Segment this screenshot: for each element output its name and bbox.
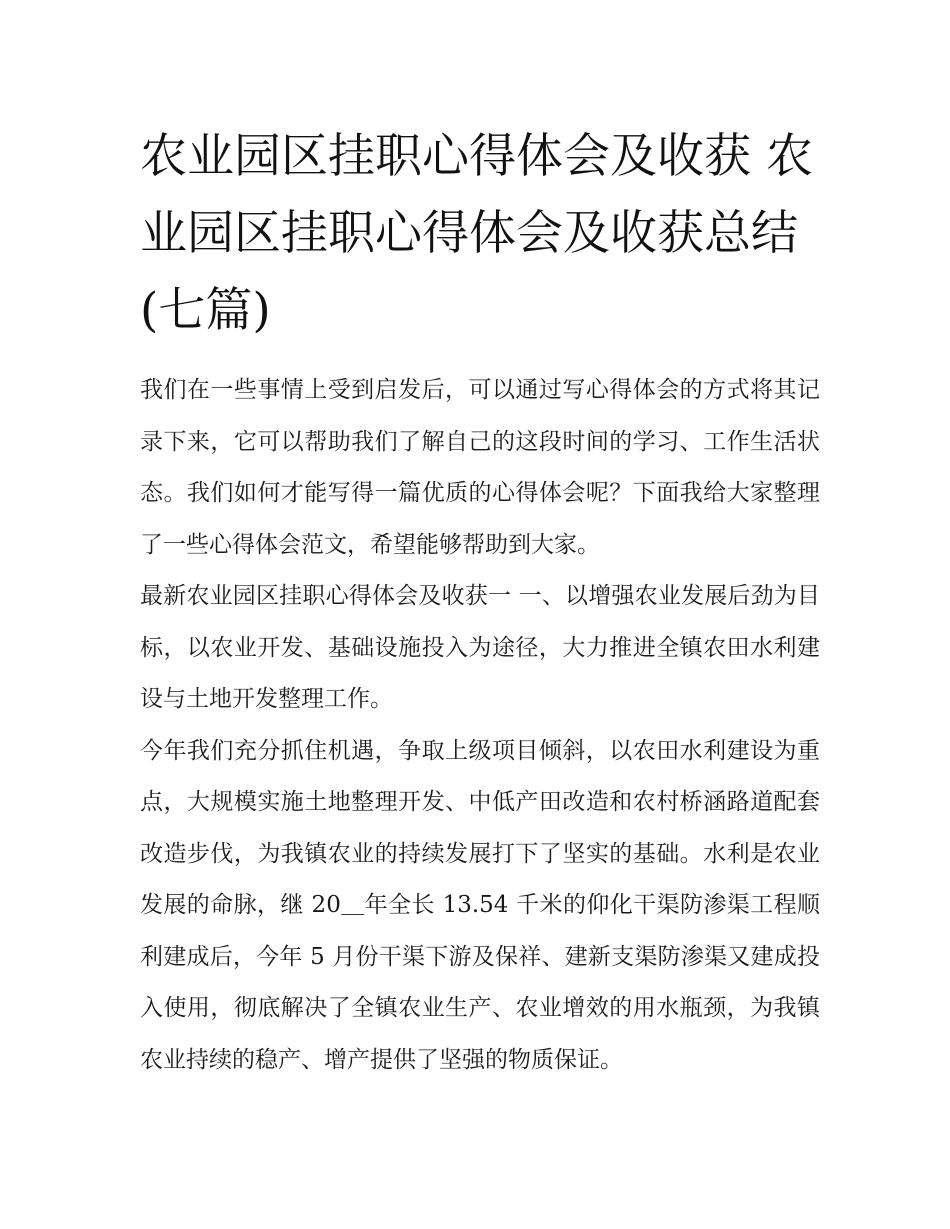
paragraph-irrigation: 今年我们充分抓住机遇，争取上级项目倾斜，以农田水利建设为重点，大规模实施土地整理开发、中低产田改造和农村桥涵路道配套改造步伐，为我镇农业的持续发展打下了坚实的基础。水利是农业发展的命脉，继 20＿年全长 13.54 千米的仰化干渠防渗渠工程顺利建成后，今年 5 月份干渠下游及保祥、建新支渠防渗渠又建成投入使用，彻底解决了全镇农业生产、农业增效的用水瓶颈，为我镇农业持续的稳产、增产提供了坚强的物质保证。: [140, 737, 820, 1073]
document-title: 农业园区挂职心得体会及收获 农业园区挂职心得体会及收获总结(七篇): [140, 129, 813, 338]
document-content: [140, 118, 820, 1086]
document-body: [140, 365, 820, 1086]
paragraph-intro: 我们在一些事情上受到启发后，可以通过写心得体会的方式将其记录下来，它可以帮助我们了解自己的这段时间的学习、工作生活状态。我们如何才能写得一篇优质的心得体会呢？下面我给大家整理了一些心得体会范文，希望能够帮助到大家。: [140, 377, 820, 558]
paragraph-section-one: 最新农业园区挂职心得体会及收获一 一、以增强农业发展后劲为目标，以农业开发、基础设施投入为途径，大力推进全镇农田水利建设与土地开发整理工作。: [140, 583, 820, 712]
